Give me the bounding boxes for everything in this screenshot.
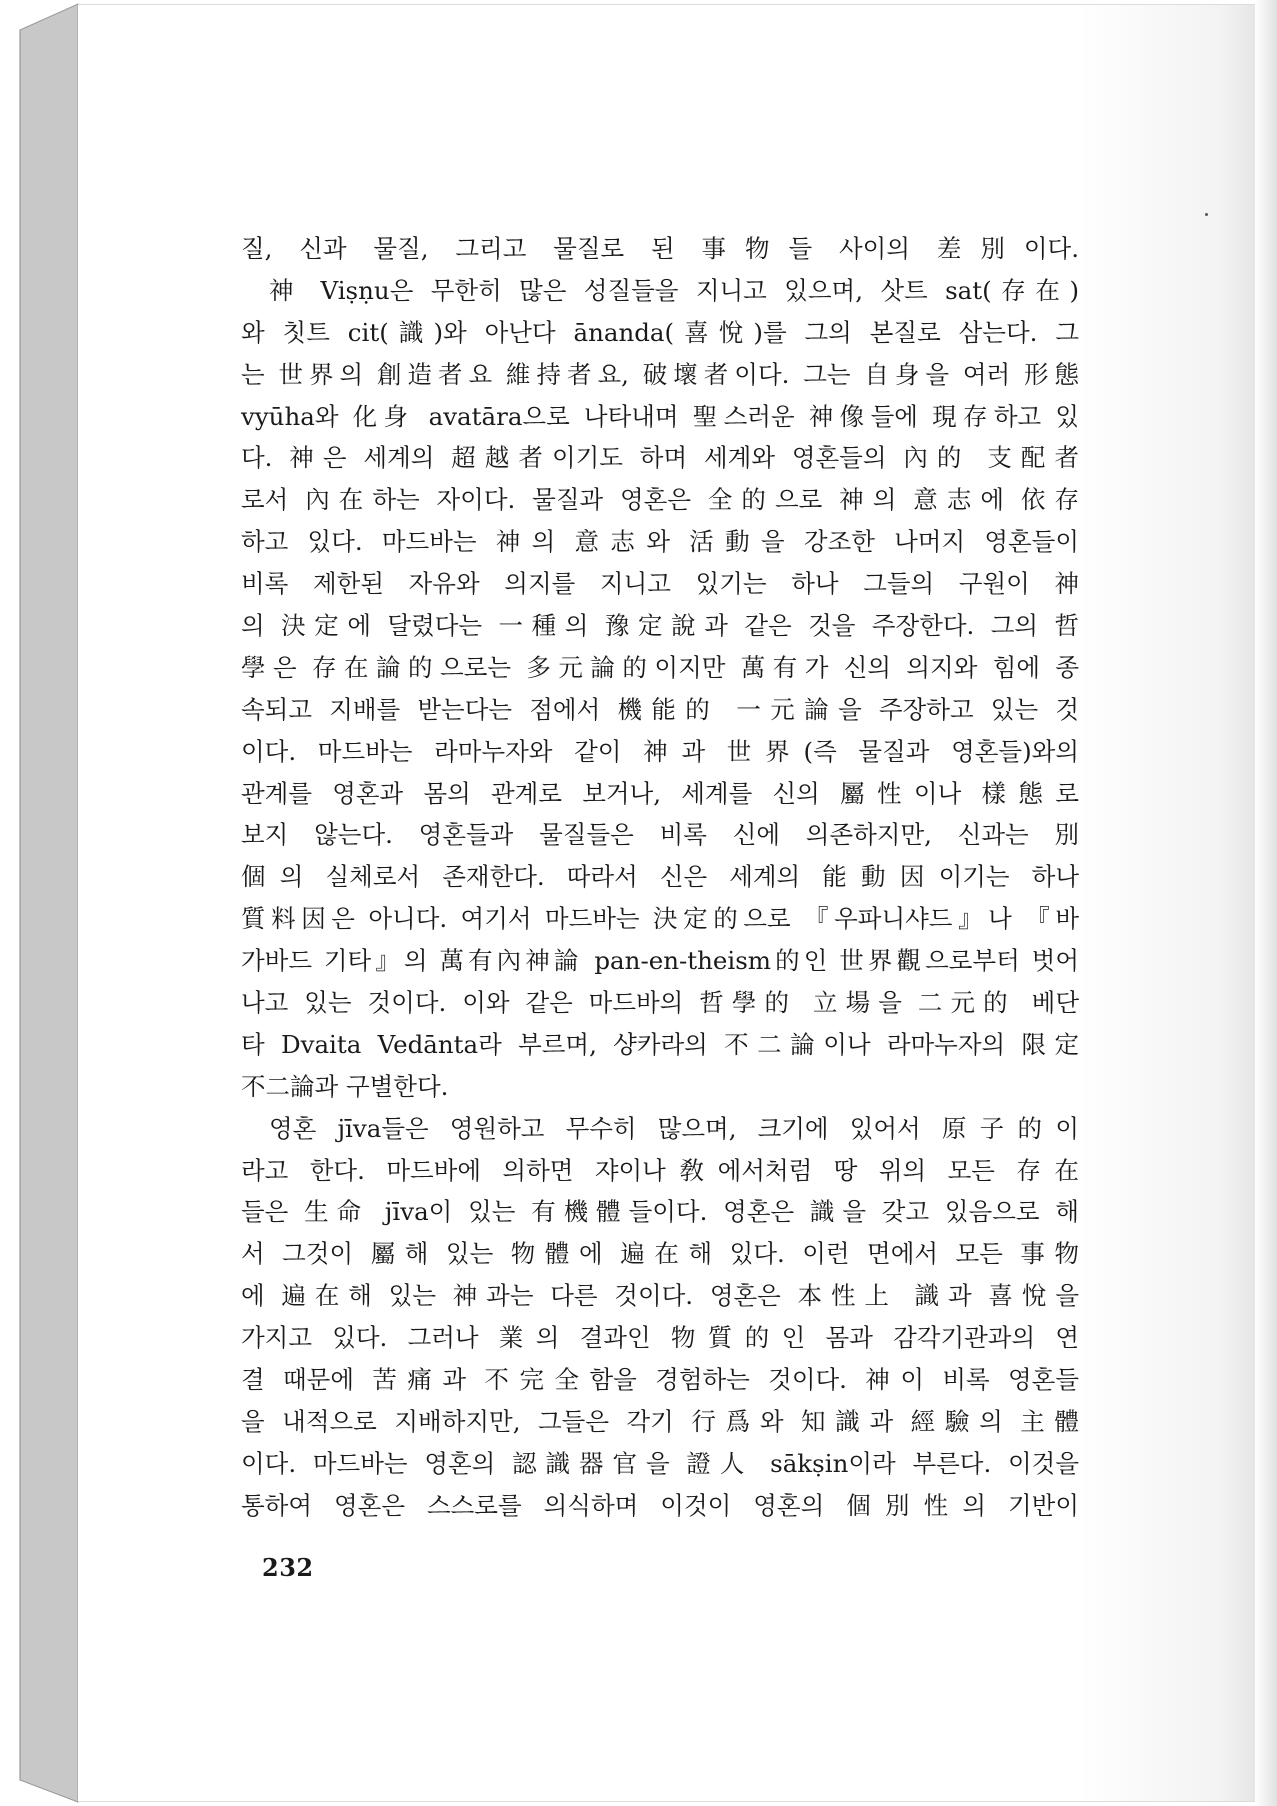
text-line: 하고 있다. 마드바는 神의 意志와 活動을 강조한 나머지 영혼들이 [241, 527, 1079, 557]
text-line: 보지 않는다. 영혼들과 물질들은 비록 신에 의존하지만, 신과는 別 [241, 820, 1079, 850]
scan-speck [1205, 213, 1208, 216]
page-edge-shadow [1255, 0, 1277, 1806]
text-line: vyūha와 化身 avatāra으로 나타내며 聖스러운 神像들에 現存하고 있 [241, 401, 1079, 431]
text-line: 라고 한다. 마드바에 의하면 쟈이나敎에서처럼 땅 위의 모든 存在 [241, 1155, 1079, 1185]
text-line: 學은 存在論的으로는 多元論的이지만 萬有가 신의 의지와 힘에 종 [241, 652, 1079, 682]
text-line: 에 遍在해 있는 神과는 다른 것이다. 영혼은 本性上 識과 喜悅을 [241, 1281, 1079, 1311]
text-line: 비록 제한된 자유와 의지를 지니고 있기는 하나 그들의 구원이 神 [241, 569, 1079, 599]
text-line: 질, 신과 물질, 그리고 물질로 된 事物들 사이의 差別이다. [241, 234, 1079, 263]
text-line: 다. 神은 세계의 超越者이기도 하며 세계와 영혼들의 內的 支配者 [241, 443, 1079, 473]
text-line: 가지고 있다. 그러나 業의 결과인 物質的인 몸과 감각기관과의 연 [241, 1323, 1079, 1353]
text-line: 관계를 영혼과 몸의 관계로 보거나, 세계를 신의 屬性이나 樣態로 [241, 778, 1079, 808]
text-line: 가바드 기타』의 萬有內神論 pan-en-theism的인 世界觀으로부터 벗어 [241, 946, 1079, 976]
text-line: 와 칫트 cit(識)와 아난다 ānanda(喜悅)를 그의 본질로 삼는다. 그 [241, 317, 1079, 347]
text-line: 통하여 영혼은 스스로를 의식하며 이것이 영혼의 個別性의 기반이 [241, 1490, 1079, 1520]
text-line: 의 決定에 달렸다는 一種의 豫定說과 같은 것을 주장한다. 그의 哲 [241, 611, 1079, 641]
text-line: 서 그것이 屬해 있는 物體에 遍在해 있다. 이런 면에서 모든 事物 [241, 1239, 1079, 1269]
text-line: 결 때문에 苦痛과 不完全함을 경험하는 것이다. 神이 비록 영혼들 [241, 1365, 1079, 1395]
text-line: 神 Viṣṇu은 무한히 많은 성질들을 지니고 있으며, 삿트 sat(存在) [269, 275, 1079, 305]
text-line: 들은 生命 jīva이 있는 有機體들이다. 영혼은 識을 갖고 있음으로 해 [241, 1197, 1079, 1227]
text-line: 영혼 jīva들은 영원하고 무수히 많으며, 크기에 있어서 原子的이 [269, 1113, 1079, 1143]
page-number: 232 [262, 1553, 314, 1582]
text-line: 속되고 지배를 받는다는 점에서 機能的 一元論을 주장하고 있는 것 [241, 694, 1079, 724]
text-line: 이다. 마드바는 라마누자와 같이 神과 世界(즉 물질과 영혼들)와의 [241, 736, 1079, 766]
text-line: 을 내적으로 지배하지만, 그들은 각기 行爲와 知識과 經驗의 主體 [241, 1406, 1079, 1436]
text-line: 타 Dvaita Vedānta라 부르며, 샹카라의 不二論이나 라마누자의 限定 [241, 1029, 1079, 1059]
text-line: 不二論과 구별한다. [241, 1071, 449, 1101]
text-line: 이다. 마드바는 영혼의 認識器官을 證人 sākṣin이라 부른다. 이것을 [241, 1448, 1079, 1478]
text-line: 나고 있는 것이다. 이와 같은 마드바의 哲學的 立場을 二元的 베단 [241, 988, 1079, 1018]
body-text [241, 228, 1079, 1527]
text-line: 는 世界의 創造者요 維持者요, 破壞者이다. 그는 自身을 여러 形態 [241, 359, 1079, 389]
text-line: 個의 실체로서 존재한다. 따라서 신은 세계의 能動因이기는 하나 [241, 862, 1079, 892]
text-line: 質料因은 아니다. 여기서 마드바는 決定的으로 『우파니샤드』나 『바 [241, 904, 1079, 934]
text-line: 로서 內在하는 자이다. 물질과 영혼은 全的으로 神의 意志에 依存 [241, 485, 1079, 515]
